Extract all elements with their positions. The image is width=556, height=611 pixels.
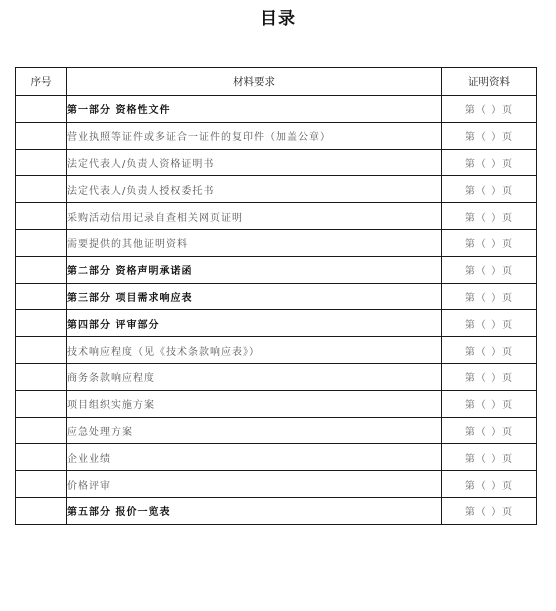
table-row-section bbox=[16, 283, 537, 310]
page-ref-cell: 第（ ）页 bbox=[442, 203, 537, 230]
section-title-cell: 第二部分 资格声明承诺函 bbox=[67, 256, 442, 283]
page-ref-cell: 第（ ）页 bbox=[442, 256, 537, 283]
row-seq-cell bbox=[16, 96, 67, 123]
material-item-cell: 需要提供的其他证明资料 bbox=[67, 229, 442, 256]
table-row bbox=[16, 122, 537, 149]
table-body bbox=[16, 96, 537, 525]
table-row bbox=[16, 229, 537, 256]
page-ref-cell: 第（ ）页 bbox=[442, 310, 537, 337]
header-material: 材料要求 bbox=[67, 68, 442, 96]
row-seq-cell bbox=[16, 229, 67, 256]
page-ref-cell: 第（ ）页 bbox=[442, 417, 537, 444]
table-row-section bbox=[16, 497, 537, 524]
row-seq-cell bbox=[16, 256, 67, 283]
page-ref-cell: 第（ ）页 bbox=[442, 390, 537, 417]
row-seq-cell bbox=[16, 497, 67, 524]
table-row-section bbox=[16, 96, 537, 123]
material-item-cell: 法定代表人/负责人授权委托书 bbox=[67, 176, 442, 203]
material-item-cell: 企业业绩 bbox=[67, 444, 442, 471]
row-seq-cell bbox=[16, 203, 67, 230]
material-item-cell: 法定代表人/负责人资格证明书 bbox=[67, 149, 442, 176]
page-ref-cell: 第（ ）页 bbox=[442, 444, 537, 471]
section-title-cell: 第一部分 资格性文件 bbox=[67, 96, 442, 123]
table-row bbox=[16, 203, 537, 230]
page-ref-cell: 第（ ）页 bbox=[442, 471, 537, 498]
section-title-cell: 第五部分 报价一览表 bbox=[67, 497, 442, 524]
material-item-cell: 营业执照等证件或多证合一证件的复印件（加盖公章） bbox=[67, 122, 442, 149]
header-seq: 序号 bbox=[16, 68, 67, 96]
page-ref-cell: 第（ ）页 bbox=[442, 96, 537, 123]
page-ref-cell: 第（ ）页 bbox=[442, 363, 537, 390]
table-row bbox=[16, 444, 537, 471]
document-title: 目录 bbox=[260, 9, 296, 29]
material-item-cell: 价格评审 bbox=[67, 471, 442, 498]
row-seq-cell bbox=[16, 149, 67, 176]
table-header-row bbox=[16, 68, 537, 96]
material-item-cell: 商务条款响应程度 bbox=[67, 363, 442, 390]
page-ref-cell: 第（ ）页 bbox=[442, 337, 537, 364]
row-seq-cell bbox=[16, 122, 67, 149]
section-title-cell: 第四部分 评审部分 bbox=[67, 310, 442, 337]
row-seq-cell bbox=[16, 390, 67, 417]
page-ref-cell: 第（ ）页 bbox=[442, 149, 537, 176]
table-row-section bbox=[16, 310, 537, 337]
table-row bbox=[16, 363, 537, 390]
row-seq-cell bbox=[16, 471, 67, 498]
material-item-cell: 采购活动信用记录自查相关网页证明 bbox=[67, 203, 442, 230]
row-seq-cell bbox=[16, 444, 67, 471]
table-row bbox=[16, 471, 537, 498]
row-seq-cell bbox=[16, 417, 67, 444]
page-ref-cell: 第（ ）页 bbox=[442, 283, 537, 310]
toc-table bbox=[15, 67, 537, 525]
table-row bbox=[16, 149, 537, 176]
row-seq-cell bbox=[16, 176, 67, 203]
page-ref-cell: 第（ ）页 bbox=[442, 497, 537, 524]
material-item-cell: 项目组织实施方案 bbox=[67, 390, 442, 417]
table-row bbox=[16, 417, 537, 444]
table-row-section bbox=[16, 256, 537, 283]
material-item-cell: 技术响应程度（见《技术条款响应表》） bbox=[67, 337, 442, 364]
row-seq-cell bbox=[16, 310, 67, 337]
table-row bbox=[16, 390, 537, 417]
table-row bbox=[16, 176, 537, 203]
row-seq-cell bbox=[16, 283, 67, 310]
page-ref-cell: 第（ ）页 bbox=[442, 122, 537, 149]
page-ref-cell: 第（ ）页 bbox=[442, 229, 537, 256]
table-row bbox=[16, 337, 537, 364]
header-proof: 证明资料 bbox=[442, 68, 537, 96]
row-seq-cell bbox=[16, 337, 67, 364]
page-ref-cell: 第（ ）页 bbox=[442, 176, 537, 203]
material-item-cell: 应急处理方案 bbox=[67, 417, 442, 444]
section-title-cell: 第三部分 项目需求响应表 bbox=[67, 283, 442, 310]
row-seq-cell bbox=[16, 363, 67, 390]
